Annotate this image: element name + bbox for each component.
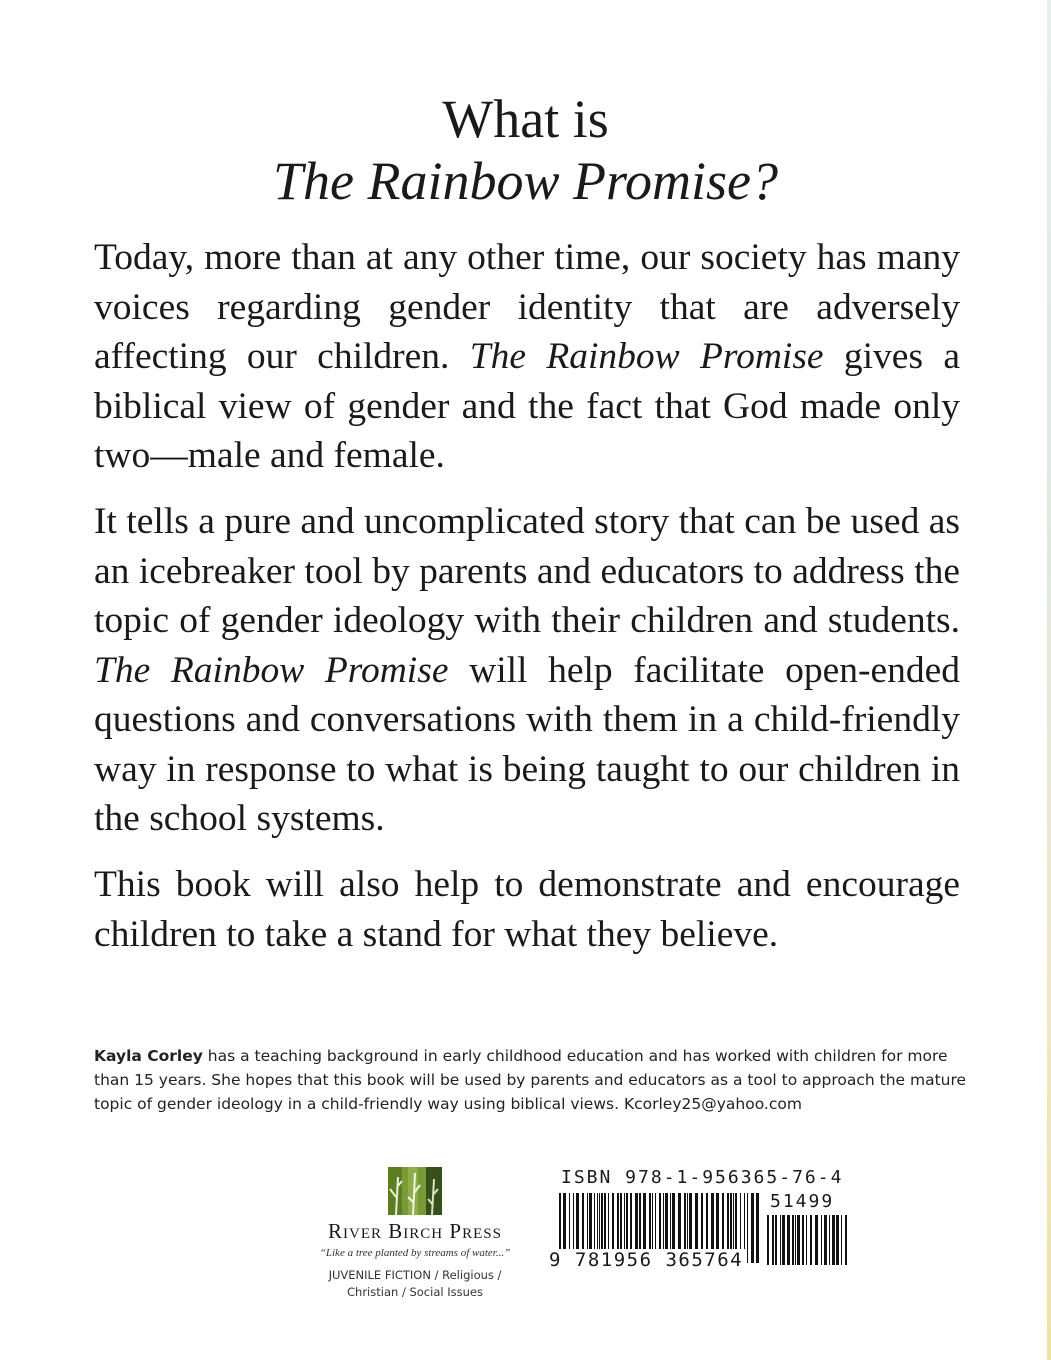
barcode-bar <box>795 1215 796 1265</box>
barcode-bar <box>845 1215 847 1265</box>
barcode-bar <box>841 1215 842 1265</box>
barcode-bar <box>747 1193 748 1263</box>
paragraph-2-book-title: The Rainbow Promise <box>94 649 449 691</box>
category-line-1: JUVENILE FICTION / Religious / <box>328 1268 502 1282</box>
barcode-bar <box>824 1215 827 1265</box>
paragraph-1 <box>94 233 960 481</box>
author-name: Kayla Corley <box>94 1047 203 1065</box>
author-bio <box>94 1044 974 1116</box>
barcode-bar <box>802 1215 804 1265</box>
publisher-name: River Birch Press <box>328 1219 502 1243</box>
ean-digits: 9 781956 365764 <box>549 1249 744 1271</box>
barcode-bar <box>806 1215 807 1265</box>
paragraph-3 <box>94 860 960 959</box>
barcode-bar <box>815 1215 818 1265</box>
barcode-bar <box>810 1215 812 1265</box>
paragraph-1-text-b: gives a biblical view of gender and the fact that God made only two—male and female. <box>94 336 961 476</box>
paragraph-2 <box>94 497 960 844</box>
barcode-bar <box>767 1215 769 1265</box>
barcode-bar <box>751 1193 754 1263</box>
publisher-tagline: “Like a tree planted by streams of water...” <box>319 1247 511 1259</box>
river-birch-logo-icon <box>388 1167 442 1215</box>
price-code: 51499 <box>770 1191 835 1212</box>
barcode-bar <box>775 1215 777 1265</box>
price-barcode-bars <box>767 1215 849 1265</box>
barcode-bar <box>787 1215 790 1265</box>
barcode-bar <box>756 1193 759 1263</box>
page-title <box>0 88 1051 212</box>
isbn-number: ISBN 978-1-956365-76-4 <box>561 1167 844 1188</box>
paragraph-1-text-a: Today, more than at any other time, our society has many voices regarding gender identity that are adversely affecting our children. <box>94 237 960 377</box>
barcode-bar <box>782 1215 785 1265</box>
paragraph-1-book-title: The Rainbow Promise <box>469 336 824 377</box>
barcode-bar <box>829 1215 830 1265</box>
barcode-bar <box>832 1215 835 1265</box>
paragraph-2-text-a: It tells a pure and uncomplicated story that can be used as an icebreaker tool by parents and educators to address the topic of gender ideology with their children and students. <box>94 501 960 641</box>
author-bio-text: has a teaching background in early childhood education and has worked with children for more than 15 years. She hopes that this book will be used by parents and educators as a tool to approach the mature topic of gender ideology in a child-friendly way using biblical views. Kcorley25@yahoo.com <box>94 1047 967 1113</box>
barcode-bar <box>792 1215 794 1265</box>
barcode-bar <box>821 1215 822 1265</box>
paragraph-2-text-b: will help facilitate open-ended questions and conversations with them in a child-friendly way in response to what is being taught to our children in the school systems. <box>94 649 961 839</box>
category-line-2: Christian / Social Issues <box>347 1285 483 1299</box>
title-line-1: What is <box>442 89 609 149</box>
barcode-bar <box>836 1215 839 1265</box>
isbn-barcode <box>545 1167 865 1287</box>
paragraph-3-text: This book will also help to demonstrate and encourage children to take a stand for what they believe. <box>94 864 960 955</box>
book-category <box>300 1267 530 1301</box>
barcode-bar <box>780 1215 781 1265</box>
title-line-2: The Rainbow Promise? <box>273 151 778 211</box>
barcode-bar <box>797 1215 800 1265</box>
publisher-block <box>300 1167 530 1301</box>
barcode-bar <box>772 1215 774 1265</box>
